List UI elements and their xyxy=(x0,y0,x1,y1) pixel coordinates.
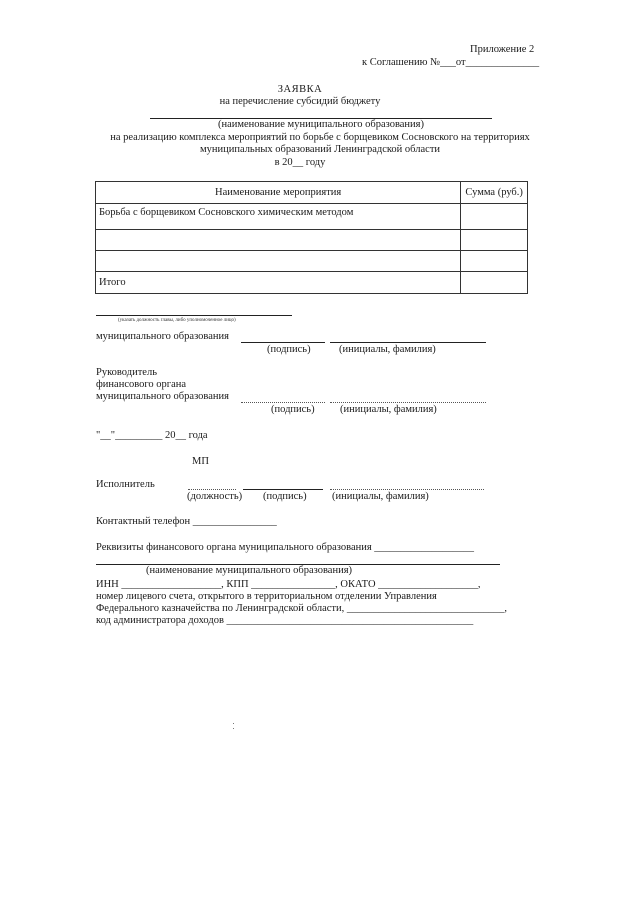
executor-name-caption: (инициалы, фамилия) xyxy=(332,491,429,502)
event-name-cell xyxy=(96,251,461,272)
executor-position-line xyxy=(188,489,236,490)
finance-head-line3: муниципального образования xyxy=(96,391,229,402)
requisites-line: Реквизиты финансового органа муниципального образования ___________________ xyxy=(96,542,475,553)
scan-speck xyxy=(233,723,234,724)
requisites-mo-caption: (наименование муниципального образования) xyxy=(146,565,353,576)
finance-head-name-line xyxy=(330,402,486,403)
account-line-1: номер лицевого счета, открытого в территориальном отделении Управления xyxy=(96,591,437,602)
executor-signature-caption: (подпись) xyxy=(263,491,307,502)
contact-phone-line: Контактный телефон ________________ xyxy=(96,516,277,527)
header-event-name: Наименование мероприятия xyxy=(96,182,461,204)
finance-head-line1: Руководитель xyxy=(96,367,157,378)
total-amount-cell xyxy=(461,272,528,294)
finance-head-line2: финансового органа xyxy=(96,379,187,390)
table-row xyxy=(96,230,528,251)
title-line-subsidies: на перечисление субсидий бюджету xyxy=(219,96,381,107)
event-name-cell xyxy=(96,230,461,251)
admin-code-line: код администратора доходов _______________________________________________ xyxy=(96,615,474,626)
finance-head-signature-line xyxy=(241,402,325,403)
agreement-reference: к Соглашению №___от______________ xyxy=(362,57,540,68)
table-header-row xyxy=(96,182,528,204)
header-amount: Сумма (руб.) xyxy=(461,182,528,204)
official-position-underline xyxy=(96,315,292,316)
official-name-line xyxy=(330,342,486,343)
total-label-cell: Итого xyxy=(96,272,461,294)
account-line-2: Федерального казначейства по Ленинградской области, ______________________________, xyxy=(96,603,507,614)
executor-signature-line xyxy=(243,489,323,490)
finance-head-signature-caption: (подпись) xyxy=(271,404,315,415)
executor-name-line xyxy=(330,489,484,490)
events-table xyxy=(95,181,528,294)
official-mo-label: муниципального образования xyxy=(96,331,229,342)
amount-cell xyxy=(461,230,528,251)
amount-cell xyxy=(461,251,528,272)
executor-position-caption: (должность) xyxy=(187,491,243,502)
official-signature-caption: (подпись) xyxy=(267,344,311,355)
tax-ids-line: ИНН ___________________, КПП ________________, ОКАТО ___________________, xyxy=(96,579,481,590)
table-total-row xyxy=(96,272,528,294)
executor-label: Исполнитель xyxy=(96,479,155,490)
stamp-placeholder: МП xyxy=(192,456,209,467)
finance-head-name-caption: (инициалы, фамилия) xyxy=(340,404,437,415)
date-line: "__"_________ 20__ года xyxy=(96,430,208,441)
table-row xyxy=(96,204,528,230)
table-row xyxy=(96,251,528,272)
title-line-year: в 20__ году xyxy=(274,157,326,168)
title-line-program: на реализацию комплекса мероприятий по борьбе с борщевиком Сосновского на территориях xyxy=(110,132,530,143)
official-signature-line xyxy=(241,342,325,343)
scan-speck xyxy=(233,728,234,729)
official-name-caption: (инициалы, фамилия) xyxy=(339,344,436,355)
title-line-region: муниципальных образований Ленинградской области xyxy=(199,144,441,155)
amount-cell xyxy=(461,204,528,230)
official-position-caption: (указать должность главы, либо уполномоченное лицо) xyxy=(118,318,236,323)
document-title: ЗАЯВКА xyxy=(277,84,323,95)
event-name-cell: Борьба с борщевиком Сосновского химическим методом xyxy=(96,204,461,230)
mo-name-caption: (наименование муниципального образования) xyxy=(217,119,425,130)
appendix-label: Приложение 2 xyxy=(470,44,535,55)
